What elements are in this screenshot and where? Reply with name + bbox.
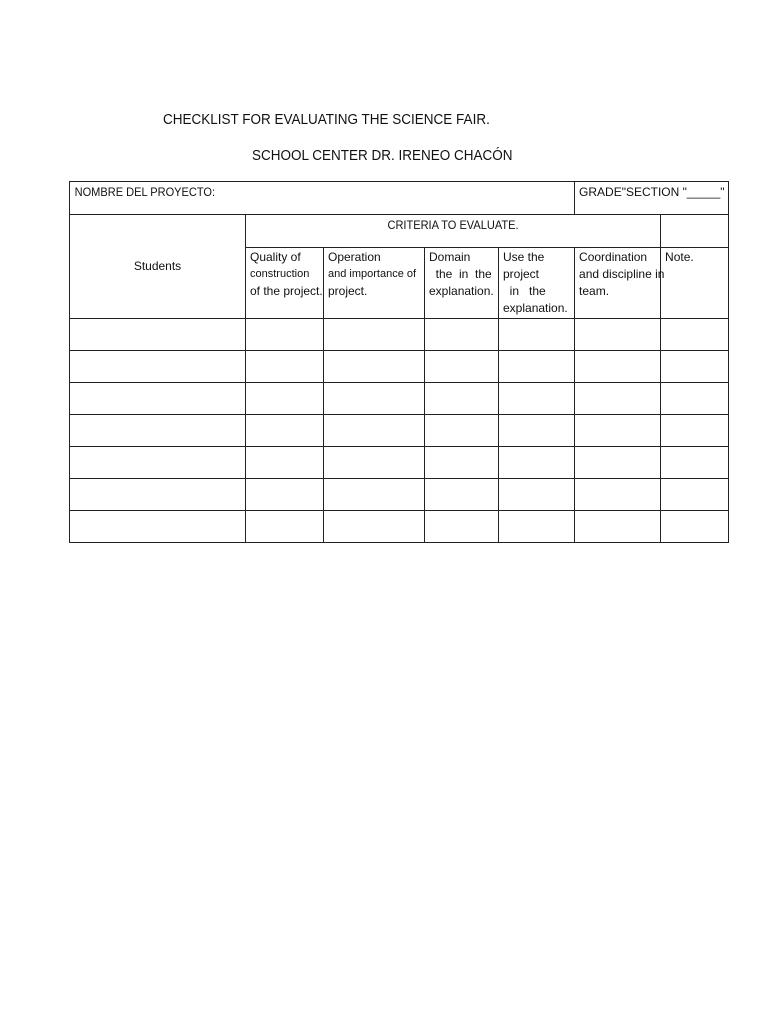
criterion-line: and discipline in	[579, 267, 665, 281]
criterion-coordination-header	[575, 248, 665, 319]
score-cell[interactable]	[575, 415, 661, 447]
score-cell[interactable]	[499, 351, 575, 383]
score-cell[interactable]	[246, 351, 324, 383]
criterion-line: construction	[250, 268, 310, 280]
score-cell[interactable]	[575, 319, 661, 351]
note-cell[interactable]	[661, 479, 729, 511]
criterion-line: Operation	[328, 250, 381, 264]
score-cell[interactable]	[425, 319, 499, 351]
student-name-cell[interactable]	[70, 447, 246, 479]
score-cell[interactable]	[499, 447, 575, 479]
criteria-title-row	[70, 215, 729, 248]
note-cell[interactable]	[661, 383, 729, 415]
criterion-line: Quality of	[250, 250, 301, 264]
score-cell[interactable]	[324, 447, 425, 479]
score-cell[interactable]	[324, 511, 425, 543]
score-cell[interactable]	[324, 415, 425, 447]
criterion-line: the in the	[429, 267, 492, 281]
note-cell[interactable]	[661, 415, 729, 447]
student-name-cell[interactable]	[70, 415, 246, 447]
score-cell[interactable]	[425, 415, 499, 447]
criterion-line: project.	[328, 284, 368, 298]
score-cell[interactable]	[324, 319, 425, 351]
score-cell[interactable]	[324, 351, 425, 383]
criterion-line: Domain	[429, 250, 471, 264]
criterion-use-header	[499, 248, 575, 319]
criteria-title-cell	[246, 215, 661, 248]
criterion-line: project	[503, 267, 540, 281]
score-cell[interactable]	[499, 511, 575, 543]
note-cell[interactable]	[661, 511, 729, 543]
page-title: CHECKLIST FOR EVALUATING THE SCIENCE FAIR.	[163, 111, 490, 128]
score-cell[interactable]	[324, 383, 425, 415]
students-header-cell	[70, 215, 246, 319]
score-cell[interactable]	[575, 479, 661, 511]
score-cell[interactable]	[425, 447, 499, 479]
score-cell[interactable]	[499, 319, 575, 351]
criterion-quality-header	[246, 248, 324, 319]
note-cell[interactable]	[661, 319, 729, 351]
criterion-line: in the	[503, 284, 546, 298]
grade-section-cell[interactable]	[575, 182, 729, 215]
score-cell[interactable]	[246, 383, 324, 415]
score-cell[interactable]	[246, 511, 324, 543]
criterion-note-header	[661, 248, 729, 319]
score-cell[interactable]	[425, 383, 499, 415]
criterion-line: team.	[579, 284, 610, 298]
page-subtitle: SCHOOL CENTER DR. IRENEO CHACÓN	[252, 147, 513, 164]
note-cell[interactable]	[661, 447, 729, 479]
criterion-domain-header	[425, 248, 499, 319]
student-row	[70, 447, 729, 479]
criterion-line: Note.	[665, 250, 694, 264]
criterion-line: explanation.	[503, 301, 568, 315]
student-row	[70, 351, 729, 383]
grade-section-label: GRADE"SECTION "_____"	[579, 185, 725, 199]
score-cell[interactable]	[324, 479, 425, 511]
score-cell[interactable]	[246, 415, 324, 447]
student-name-cell[interactable]	[70, 319, 246, 351]
score-cell[interactable]	[246, 479, 324, 511]
score-cell[interactable]	[425, 351, 499, 383]
criterion-line: explanation.	[429, 284, 494, 298]
student-name-cell[interactable]	[70, 351, 246, 383]
criterion-operation-header	[324, 248, 425, 319]
score-cell[interactable]	[246, 447, 324, 479]
student-row	[70, 511, 729, 543]
criterion-line: Coordination	[579, 250, 648, 264]
score-cell[interactable]	[499, 479, 575, 511]
project-name-cell[interactable]	[70, 182, 575, 215]
score-cell[interactable]	[575, 447, 661, 479]
criterion-line: of the project.	[250, 284, 323, 298]
score-cell[interactable]	[425, 511, 499, 543]
students-label: Students	[133, 259, 182, 273]
student-name-cell[interactable]	[70, 511, 246, 543]
score-cell[interactable]	[499, 415, 575, 447]
project-name-label: NOMBRE DEL PROYECTO:	[74, 185, 216, 199]
student-row	[70, 415, 729, 447]
student-name-cell[interactable]	[70, 383, 246, 415]
score-cell[interactable]	[246, 319, 324, 351]
score-cell[interactable]	[575, 511, 661, 543]
score-cell[interactable]	[425, 479, 499, 511]
score-cell[interactable]	[575, 383, 661, 415]
student-row	[70, 319, 729, 351]
note-cell[interactable]	[661, 351, 729, 383]
evaluation-table	[69, 181, 729, 543]
student-row	[70, 479, 729, 511]
student-name-cell[interactable]	[70, 479, 246, 511]
score-cell[interactable]	[575, 351, 661, 383]
score-cell[interactable]	[499, 383, 575, 415]
project-row	[70, 182, 729, 215]
criterion-line: and importance of	[328, 268, 417, 280]
criteria-title-empty-cell	[661, 215, 729, 248]
criterion-line: Use the	[503, 250, 545, 264]
criteria-title: CRITERIA TO EVALUATE.	[387, 218, 519, 232]
student-row	[70, 383, 729, 415]
